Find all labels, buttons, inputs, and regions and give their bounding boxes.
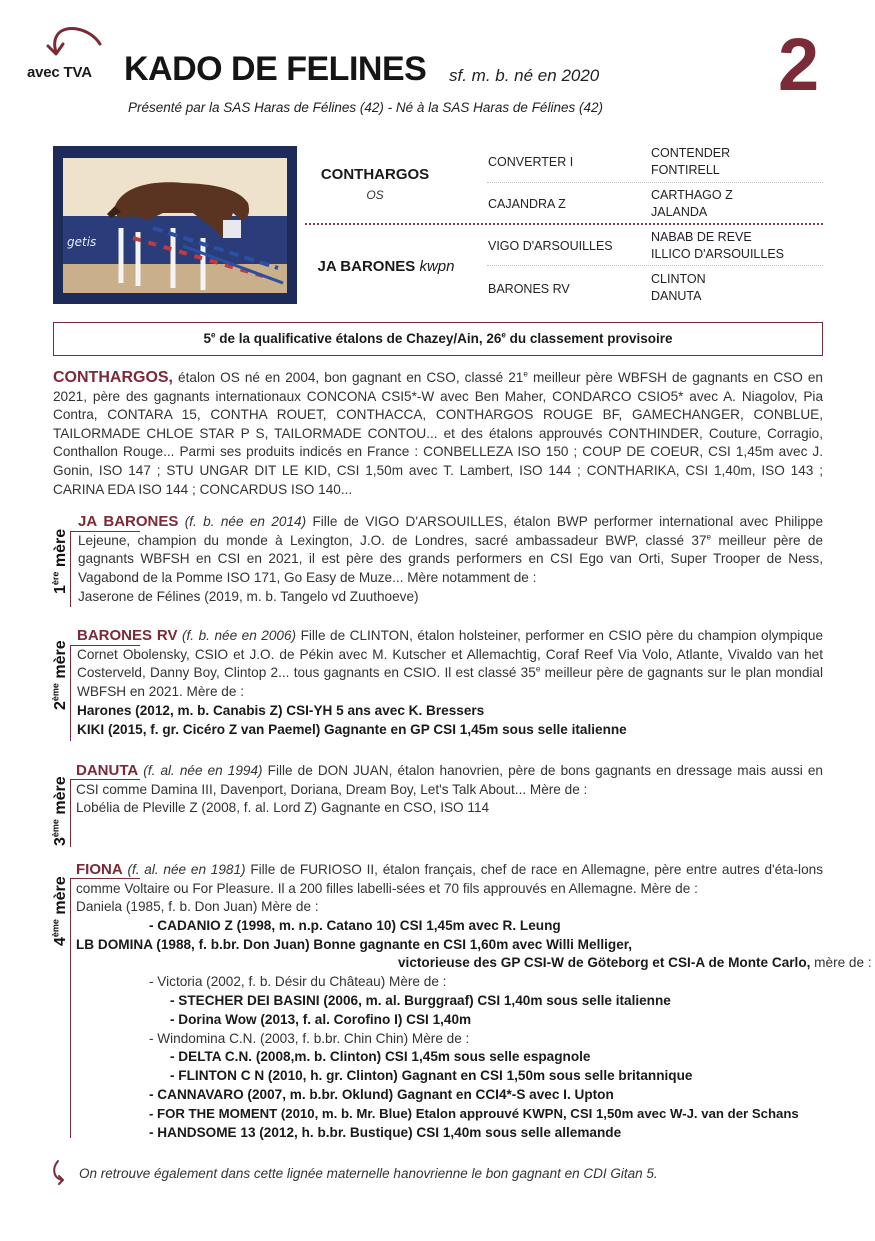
progeny-line: Lobélia de Pleville Z (2008, f. al. Lord Z) Gagnante en CSO, ISO 114 bbox=[76, 800, 490, 815]
dam-name: JA BARONES bbox=[78, 513, 179, 530]
presented-by: Présenté par la SAS Haras de Félines (42) - Né à la SAS Haras de Félines (42) bbox=[128, 100, 603, 115]
banner-text: getis bbox=[67, 235, 97, 249]
pedigree-grandparent: CAJANDRA Z bbox=[488, 197, 566, 211]
pedigree-great-grandparent: JALANDA bbox=[651, 205, 708, 219]
progeny-line: Harones (2012, m. b. Canabis Z) CSI-YH 5 ans avec K. Bressers bbox=[77, 703, 485, 718]
third-dam-label bbox=[52, 776, 70, 846]
progeny-line: - Windomina C.N. (2003, f. b.br. Chin Chin) Mère de : bbox=[149, 1031, 470, 1046]
sire-name: CONTHARGOS, bbox=[53, 369, 173, 386]
pedigree-great-grandparent: FONTIRELL bbox=[651, 163, 720, 177]
pedigree-dam-name: JA BARONES bbox=[317, 258, 416, 275]
highlight-sup: e bbox=[211, 330, 216, 340]
pedigree-great-grandparent: CONTENDER bbox=[651, 146, 731, 160]
label-num: 3 bbox=[52, 837, 69, 846]
progeny-line: - Dorina Wow (2013, f. al. Corofino I) CSI 1,40m bbox=[170, 1012, 472, 1027]
dam-info: (f. b. née en 2006) bbox=[182, 628, 297, 643]
third-dam-description bbox=[76, 762, 823, 799]
progeny-line: Jaserone de Félines (2019, m. b. Tangelo vd Zuuthoeve) bbox=[78, 589, 419, 604]
fourth-dam-label bbox=[52, 876, 70, 946]
progeny-line: KIKI (2015, f. gr. Cicéro Z van Paemel) Gagnante en GP CSI 1,45m sous selle italienne bbox=[77, 722, 627, 737]
pedigree-grandparent: VIGO D'ARSOUILLES bbox=[488, 239, 613, 253]
dam-text: Fille de FURIOSO II, étalon français, chef de race en Allemagne, père entre autres d'éta-lons comme Voltaire ou For Pleasure. Il a 200 filles labelli-sées et 70 fils approuvés en Allemagne. Mère de : bbox=[76, 862, 823, 896]
label-sup: ème bbox=[50, 919, 61, 938]
pedigree-divider bbox=[487, 182, 823, 183]
second-dam-label bbox=[52, 640, 70, 710]
label-sup: ème bbox=[50, 819, 61, 838]
sire-text: étalon OS né en 2004, bon gagnant en CSO, classé 21 bbox=[173, 370, 524, 385]
curved-arrow-icon bbox=[38, 22, 104, 62]
progeny-line: - HANDSOME 13 (2012, h. b.br. Bustique) CSI 1,40m sous selle allemande bbox=[149, 1125, 622, 1140]
dam-info: (f. al. née en 1994) bbox=[143, 763, 263, 778]
dam-sup: e bbox=[706, 532, 712, 542]
dam-text: Fille de VIGO D'ARSOUILLES, étalon BWP performer international avec Philippe Lejeune, champion du monde à Lexington, J.O. de Londres, sacré ambassadeur BWP, classé 37 bbox=[78, 514, 824, 548]
progeny-line: - Victoria (2002, f. b. Désir du Château) Mère de : bbox=[149, 974, 447, 989]
highlight-sup: e bbox=[501, 330, 506, 340]
pedigree-great-grandparent: NABAB DE REVE bbox=[651, 230, 752, 244]
pedigree-grandparent: BARONES RV bbox=[488, 282, 570, 296]
label-num: 4 bbox=[52, 937, 69, 946]
progeny-line: - FOR THE MOMENT (2010, m. b. Mr. Blue) Etalon approuvé KWPN, CSI 1,50m avec W-J. van der Schans bbox=[149, 1106, 799, 1121]
pedigree-sire-breed: OS bbox=[366, 188, 384, 202]
first-dam-description bbox=[78, 513, 823, 587]
progeny-bold: victorieuse des GP CSI-W de Göteborg et CSI-A de Monte Carlo, bbox=[398, 955, 811, 970]
pedigree-divider bbox=[487, 265, 823, 266]
curved-arrow-down-right-icon bbox=[50, 1158, 74, 1186]
label-num: 2 bbox=[52, 701, 69, 710]
sire-description bbox=[53, 369, 823, 499]
dam-text: Fille de CLINTON, étalon holsteiner, performer en CSIO père du champion olympique Cornet Obolensky, CSIO et J.O. de Pékin avec M. Kutscher et Allemachtig, Coraf Reef Via Volo, Atlante, Vivaldo van het Costerveld, Danny Boy, Clintop 2... tous gagnants en CSIO. Il est classé 35 bbox=[77, 628, 824, 681]
pedigree-divider-main bbox=[305, 223, 823, 225]
pedigree-dam-breed: kwpn bbox=[419, 258, 455, 275]
lot-number: 2 bbox=[778, 23, 820, 106]
dam-info: (f. al. née en 1981) bbox=[127, 862, 246, 877]
first-dam-label bbox=[52, 529, 70, 594]
progeny-text: mère de : bbox=[810, 955, 872, 970]
dam-text: meilleur père de gagnants sur le plan mondial WBFSH en 2021. Mère de : bbox=[77, 665, 823, 699]
footer-note: On retrouve également dans cette lignée maternelle hanovrienne le bon gagnant en CDI Gitan 5. bbox=[79, 1166, 658, 1181]
fourth-dam-description bbox=[76, 861, 823, 898]
progeny-line: LB DOMINA (1988, f. b.br. Don Juan) Bonne gagnante en CSI 1,60m avec Willi Melliger, bbox=[76, 937, 633, 952]
progeny-line: - DELTA C.N. (2008,m. b. Clinton) CSI 1,45m sous selle espagnole bbox=[170, 1049, 591, 1064]
sire-text: meilleur père WBFSH de gagnants en CSO en 2021, père des gagnants internationaux CONCONA CSI5*-W avec Ben Maher, CONDARCO CSIO5* avec A. Niagolov, Pia Contra, CONTARA 15, CONTHA ROUET, CONTHACCA, CONTHARGOS ROUGE BF, GAMECHANGER, CONBLUE, TAILORMADE CHLOE STAR P S, TAILORMADE CONTOU... et des étalons approuvés CONTHINDER, Couture, Corragio, Conthallon Rouge... Parmi ses produits indicés en France : CONBELLEZA ISO 150 ; COUP DE COEUR, CSI 1,45m avec J. Gonin, ISO 147 ; STU UNGAR DIT LE KID, CSI 1,50m avec T. Lambert, ISO 144 ; CONTHARIKA, CSI 1,40m, ISO 143 ; CARINA EDA ISO 144 ; CONCARDUS ISO 140... bbox=[53, 370, 823, 497]
progeny-line: - FLINTON C N (2010, h. gr. Clinton) Gagnant en CSI 1,50m sous selle britannique bbox=[170, 1068, 693, 1083]
dam-text: meilleur père de gagnants WBFSH en CSI en 2021, il est père des grands performers en CSI Ego van Orti, Super Trooper de Ness, Vagabond de la Pomme ISO 171, Go Easy de Muze... Mère notamment de : bbox=[78, 532, 823, 585]
label-word: mère bbox=[52, 776, 69, 815]
progeny-line: - CADANIO Z (1998, m. n.p. Catano 10) CSI 1,45m avec R. Leung bbox=[149, 918, 561, 933]
label-sup: ère bbox=[50, 571, 61, 586]
dam-name: DANUTA bbox=[76, 762, 139, 779]
progeny-line: - STECHER DEI BASINI (2006, m. al. Burggraaf) CSI 1,40m sous selle italienne bbox=[170, 993, 671, 1008]
section-bracket bbox=[70, 878, 140, 1138]
pedigree-great-grandparent: ILLICO D'ARSOUILLES bbox=[651, 247, 784, 261]
progeny-line bbox=[398, 954, 872, 973]
pedigree-great-grandparent: DANUTA bbox=[651, 289, 702, 303]
label-word: mère bbox=[52, 876, 69, 915]
pedigree-dam bbox=[306, 258, 466, 275]
horse-name-title: KADO DE FELINES bbox=[124, 50, 427, 88]
dam-text: Fille de DON JUAN, étalon hanovrien, père de bons gagnants en dressage mais aussi en CSI comme Damina III, Davenport, Doriana, Dream Boy, Let's Talk About... Mère de : bbox=[76, 763, 823, 797]
pedigree-grandparent: CONVERTER I bbox=[488, 155, 574, 169]
vat-label: avec TVA bbox=[27, 64, 92, 81]
label-num: 1 bbox=[52, 585, 69, 594]
dam-info: (f. b. née en 2014) bbox=[184, 514, 307, 529]
dam-sup: e bbox=[535, 664, 541, 674]
highlight-text: de la qualificative étalons de Chazey/Ain, 26 bbox=[215, 331, 502, 346]
label-sup: ème bbox=[50, 683, 61, 702]
horse-photo bbox=[53, 146, 297, 304]
label-word: mère bbox=[52, 640, 69, 679]
dam-name: FIONA bbox=[76, 861, 123, 878]
pedigree-great-grandparent: CLINTON bbox=[651, 272, 706, 286]
dam-name: BARONES RV bbox=[77, 627, 178, 644]
label-word: mère bbox=[52, 528, 69, 568]
progeny-line: - CANNAVARO (2007, m. b.br. Oklund) Gagnant en CCI4*-S avec I. Upton bbox=[149, 1087, 614, 1102]
highlight-text: du classement provisoire bbox=[505, 331, 673, 346]
highlight-box bbox=[53, 322, 823, 356]
pedigree-sire: CONTHARGOS bbox=[320, 166, 430, 183]
progeny-line: Daniela (1985, f. b. Don Juan) Mère de : bbox=[76, 899, 319, 914]
highlight-text: 5 bbox=[203, 331, 212, 346]
second-dam-description bbox=[77, 627, 823, 701]
horse-info: sf. m. b. né en 2020 bbox=[449, 66, 600, 85]
horse-jumping-photo bbox=[63, 158, 287, 293]
pedigree-great-grandparent: CARTHAGO Z bbox=[651, 188, 733, 202]
sire-sup: e bbox=[523, 369, 528, 379]
